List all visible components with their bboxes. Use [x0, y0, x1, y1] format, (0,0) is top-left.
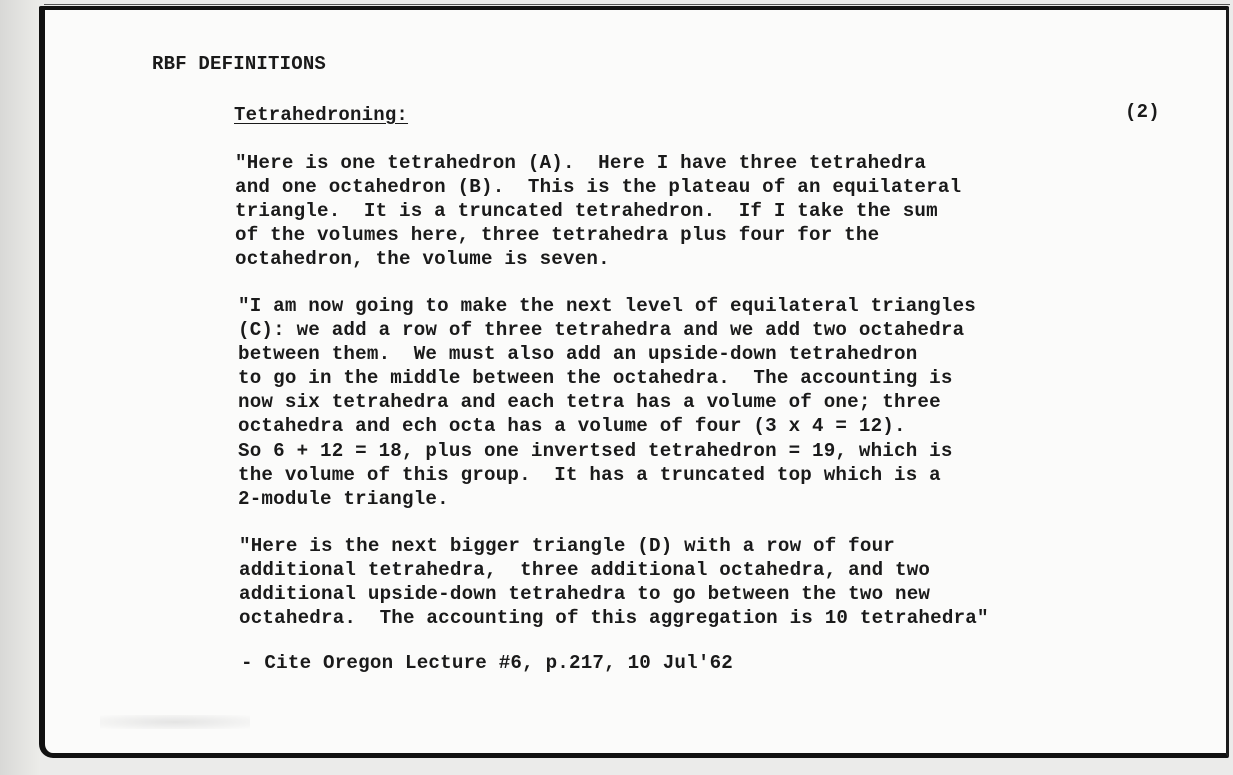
definition-term: Tetrahedroning: — [234, 104, 409, 126]
page-heading: RBF DEFINITIONS — [152, 53, 327, 75]
page-edge-shadow — [0, 0, 40, 775]
citation: - Cite Oregon Lecture #6, p.217, 10 Jul'62 — [241, 652, 734, 674]
card-top-line — [44, 4, 1230, 5]
page-number: (2) — [1125, 101, 1160, 123]
quote-paragraph-2: "I am now going to make the next level of equilateral triangles (C): we add a row of three tetrahedra and we add two octahedra between them. We must also add an upside-down tetrahedron to go in the middle between the octahedra. The accounting is now six tetrahedra and each tetra has a volume of one; three octahedra and ech octa has a volume of four (3 x 4 = 12). So 6 + 12 = 18, plus one invertsed tetrahedron = 19, which is the volume of this group. It has a truncated top which is a 2-module triangle. — [238, 295, 977, 510]
scan-smudge — [100, 715, 250, 729]
quote-paragraph-3: "Here is the next bigger triangle (D) with a row of four additional tetrahedra, three additional octahedra, and two additional upside-down tetrahedra to go between the two new octahedra. The accounting of this aggregation is 10 tetrahedra" — [239, 535, 989, 630]
quote-paragraph-1: "Here is one tetrahedron (A). Here I have three tetrahedra and one octahedron (B). This is the plateau of an equilateral triangle. It is a truncated tetrahedron. If I take the sum of the volumes here, three tetrahedra plus four for the octahedron, the volume is seven. — [235, 152, 962, 271]
